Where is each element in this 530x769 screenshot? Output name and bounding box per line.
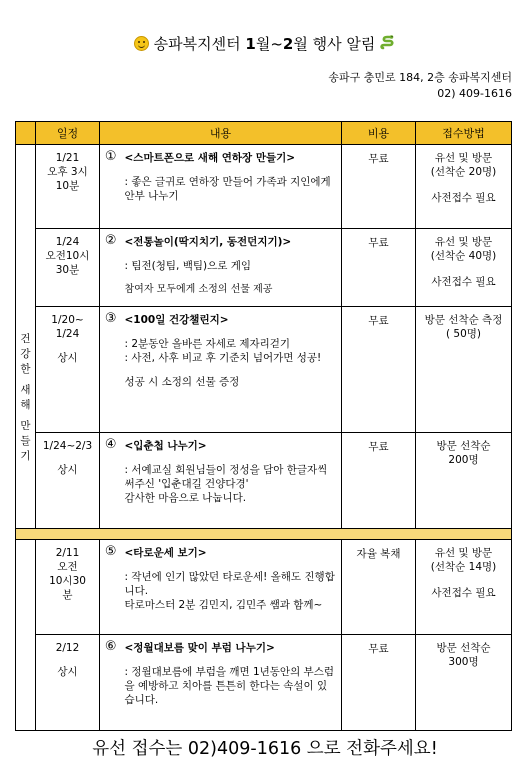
center-address — [328, 70, 512, 102]
table-row — [16, 307, 512, 433]
event-description: : 2분동안 올바른 자세로 제자리걷기 — [124, 338, 291, 350]
smile-icon — [134, 36, 149, 51]
title-month2: 2 — [282, 35, 294, 53]
page-title — [0, 34, 530, 54]
table-row — [16, 433, 512, 529]
event-number: ⑤ — [100, 540, 122, 635]
event-content — [122, 229, 342, 307]
title-month1: 1 — [245, 35, 256, 53]
table-row — [16, 635, 512, 731]
event-content — [122, 145, 342, 229]
event-content — [122, 540, 342, 635]
event-content — [122, 433, 342, 529]
event-title: <스마트폰으로 새해 연하장 만들기> — [124, 152, 296, 164]
table-row — [16, 229, 512, 307]
table-header-row — [16, 122, 512, 145]
event-description: 타로마스터 2분 김민지, 김민주 쌤과 함께~ — [124, 599, 323, 611]
event-registration: 유선 및 방문 (선착순 14명) 사전접수 필요 — [416, 540, 512, 635]
event-cost: 무료 — [342, 229, 416, 307]
side-category-label: 건 강 한 새 해 만 들 기 — [16, 145, 36, 529]
event-note: 성공 시 소정의 선물 증정 — [124, 376, 240, 388]
header-registration: 접수방법 — [416, 122, 512, 145]
event-content — [122, 635, 342, 731]
event-date: 1/21 오후 3시 10분 — [36, 145, 100, 229]
event-title: <타로운세 보기> — [124, 547, 207, 559]
table-separator-row — [16, 529, 512, 540]
header-cost: 비용 — [342, 122, 416, 145]
event-registration: 유선 및 방문 (선착순 20명) 사전접수 필요 — [416, 145, 512, 229]
event-date: 1/24 오전10시 30분 — [36, 229, 100, 307]
event-cost: 무료 — [342, 635, 416, 731]
event-registration: 유선 및 방문 (선착순 40명) 사전접수 필요 — [416, 229, 512, 307]
title-suffix: 월 행사 알림 — [293, 35, 376, 53]
header-blank — [16, 122, 36, 145]
event-number: ① — [100, 145, 122, 229]
event-number: ⑥ — [100, 635, 122, 731]
event-title: <입춘첩 나누기> — [124, 440, 207, 452]
event-date: 1/20~ 1/24 상시 — [36, 307, 100, 433]
table-row — [16, 540, 512, 635]
event-cost: 무료 — [342, 145, 416, 229]
event-cost: 무료 — [342, 433, 416, 529]
event-cost: 무료 — [342, 307, 416, 433]
event-number: ③ — [100, 307, 122, 433]
title-prefix: 송파복지센터 — [153, 35, 246, 53]
event-registration: 방문 선착순 300명 — [416, 635, 512, 731]
event-date: 1/24~2/3 상시 — [36, 433, 100, 529]
event-registration: 방문 선착순 200명 — [416, 433, 512, 529]
event-title: <100일 건강챌린지> — [124, 314, 229, 326]
event-title: <정월대보름 맞이 부럼 나누기> — [124, 642, 275, 654]
event-note: 참여자 모두에게 소정의 선물 제공 — [124, 284, 273, 295]
snake-icon — [380, 35, 396, 51]
event-schedule-table — [15, 121, 512, 731]
separator-band — [16, 529, 512, 540]
table-row — [16, 145, 512, 229]
event-description: 감사한 마음으로 나눕니다. — [124, 492, 247, 504]
event-description: : 좋은 글귀로 연하장 만들어 가족과 지인에게 안부 나누기 — [124, 176, 331, 202]
event-description: : 정월대보름에 부럼을 깨면 1년동안의 부스럼을 예방하고 치아를 튼튼히 한다는 속설이 있습니다. — [124, 666, 334, 706]
event-date: 2/11 오전 10시30 분 — [36, 540, 100, 635]
header-schedule: 일정 — [36, 122, 100, 145]
event-description: : 서예교실 회원님들이 정성을 담아 한글자씩 써주신 '입춘대길 건양다경' — [124, 464, 328, 490]
title-mid: 월~ — [255, 35, 283, 53]
phone-line: 02) 409-1616 — [437, 87, 512, 100]
event-cost: 자율 복채 — [342, 540, 416, 635]
header-content: 내용 — [100, 122, 342, 145]
event-description: : 작년에 인기 많았던 타로운세! 올해도 진행합니다. — [124, 571, 335, 597]
event-description: : 사전, 사후 비교 후 기준치 넘어가면 성공! — [124, 352, 322, 364]
phone-registration-notice: 유선 접수는 02)409-1616 으로 전화주세요! — [92, 739, 438, 759]
event-number: ④ — [100, 433, 122, 529]
address-line: 송파구 충민로 184, 2층 송파복지센터 — [328, 71, 512, 84]
event-title: <전통놀이(딱지치기, 동전던지기)> — [124, 236, 292, 248]
event-number: ② — [100, 229, 122, 307]
event-date: 2/12 상시 — [36, 635, 100, 731]
event-registration: 방문 선착순 측정 ( 50명) — [416, 307, 512, 433]
side-blank — [16, 540, 36, 731]
event-description: : 팀전(청팀, 백팀)으로 게임 — [124, 260, 252, 272]
event-content — [122, 307, 342, 433]
